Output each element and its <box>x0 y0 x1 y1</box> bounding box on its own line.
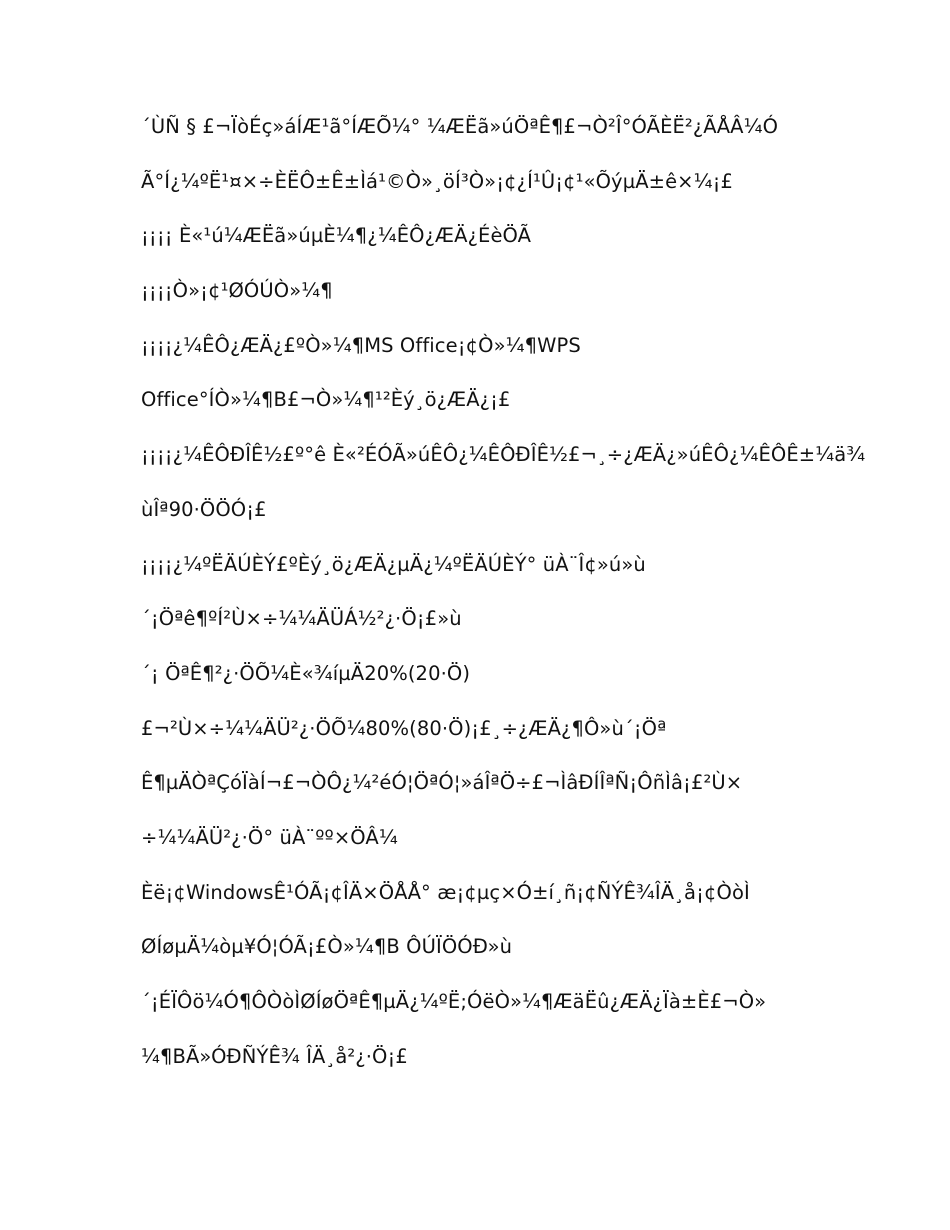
paragraph-line: ùÎª90·ÖÖÓ¡£ <box>141 497 267 521</box>
paragraph-line: ¡¡¡¡¿¼ºËÄÚÈÝ£ºÈý¸ö¿ÆÄ¿µÄ¿¼ºËÄÚÈÝ° üÀ¨Î¢»ú»ù <box>141 552 646 576</box>
paragraph-line: ´¡Öªê¶ºÍ²Ù×÷¼¼ÄÜÁ½²¿·Ö¡£»ù <box>141 607 462 631</box>
paragraph-line: ´¡ ÖªÊ¶²¿·ÖÕ¼È«¾íµÄ20%(20·Ö) <box>141 661 471 685</box>
subsection-heading: ¡¡¡¡Ò»¡¢¹ØÓÚÒ»¼¶ <box>141 279 333 303</box>
paragraph-line: £¬²Ù×÷¼¼ÄÜ²¿·ÖÕ¼80%(80·Ö)¡£¸÷¿ÆÄ¿¶Ô»ù´¡Öª <box>141 716 667 740</box>
paragraph-line: ´ÙÑ § £¬ÏòÉç»áÍÆ¹ã°ÍÆÕ¼° ¼ÆËã»úÖªÊ¶£¬Ò²Î°ÓÃÈË²¿ÃÅÂ¼Ó <box>141 115 779 138</box>
section-heading: ¡¡¡¡ È«¹ú¼ÆËã»úµÈ¼¶¿¼ÊÔ¿ÆÄ¿ÉèÖÃ <box>141 224 532 248</box>
paragraph-line: ¡¡¡¡¿¼ÊÔÐÎÊ½£º°ê È«²ÉÓÃ»úÊÔ¿¼ÊÔÐÎÊ½£¬¸÷¿ÆÄ¿»úÊÔ¿¼ÊÔÊ±¼ä¾ <box>141 443 866 467</box>
paragraph-line: ¼¶BÃ»ÓÐÑÝÊ¾ ÎÄ¸å²¿·Ö¡£ <box>141 1044 408 1068</box>
paragraph-line: Èë¡¢WindowsÊ¹ÓÃ¡¢ÎÄ×ÖÅÅ° æ¡¢µç×Ó±í¸ñ¡¢ÑÝÊ¾ÎÄ¸å¡¢ÒòÌ <box>141 880 750 904</box>
paragraph-line: Office°ÍÒ»¼¶B£¬Ò»¼¶¹²Èý¸ö¿ÆÄ¿¡£ <box>141 388 511 412</box>
paragraph-line: ´¡ÉÏÔö¼Ó¶ÔÒòÌØÍøÖªÊ¶µÄ¿¼ºË;ÓëÒ»¼¶ÆäËû¿ÆÄ¿Ïà±È£¬Ò» <box>141 990 767 1013</box>
paragraph-line: Ê¶µÄÒªÇóÏàÍ¬£¬ÒÔ¿¼²éÓ¦ÖªÓ¦»áÎªÖ÷£¬ÌâÐÍÎªÑ¡ÔñÌâ¡£²Ù× <box>141 771 743 795</box>
paragraph-line: Ã°Í¿¼ºË¹¤×÷ÈËÔ±Ê±Ìá¹©Ò»¸öÍ³Ò»¡¢¿Í¹Û¡¢¹«ÕýµÄ±ê×¼¡£ <box>141 169 734 193</box>
paragraph-line: ØÍøµÄ¼òµ¥Ó¦ÓÃ¡£Ò»¼¶B ÔÚÏÖÓÐ»ù <box>141 935 513 959</box>
paragraph-line: ¡¡¡¡¿¼ÊÔ¿ÆÄ¿£ºÒ»¼¶MS Office¡¢Ò»¼¶WPS <box>141 333 581 357</box>
paragraph-line: ÷¼¼ÄÜ²¿·Ö° üÀ¨ºº×ÖÂ¼ <box>141 825 398 849</box>
document-body <box>141 104 866 1088</box>
